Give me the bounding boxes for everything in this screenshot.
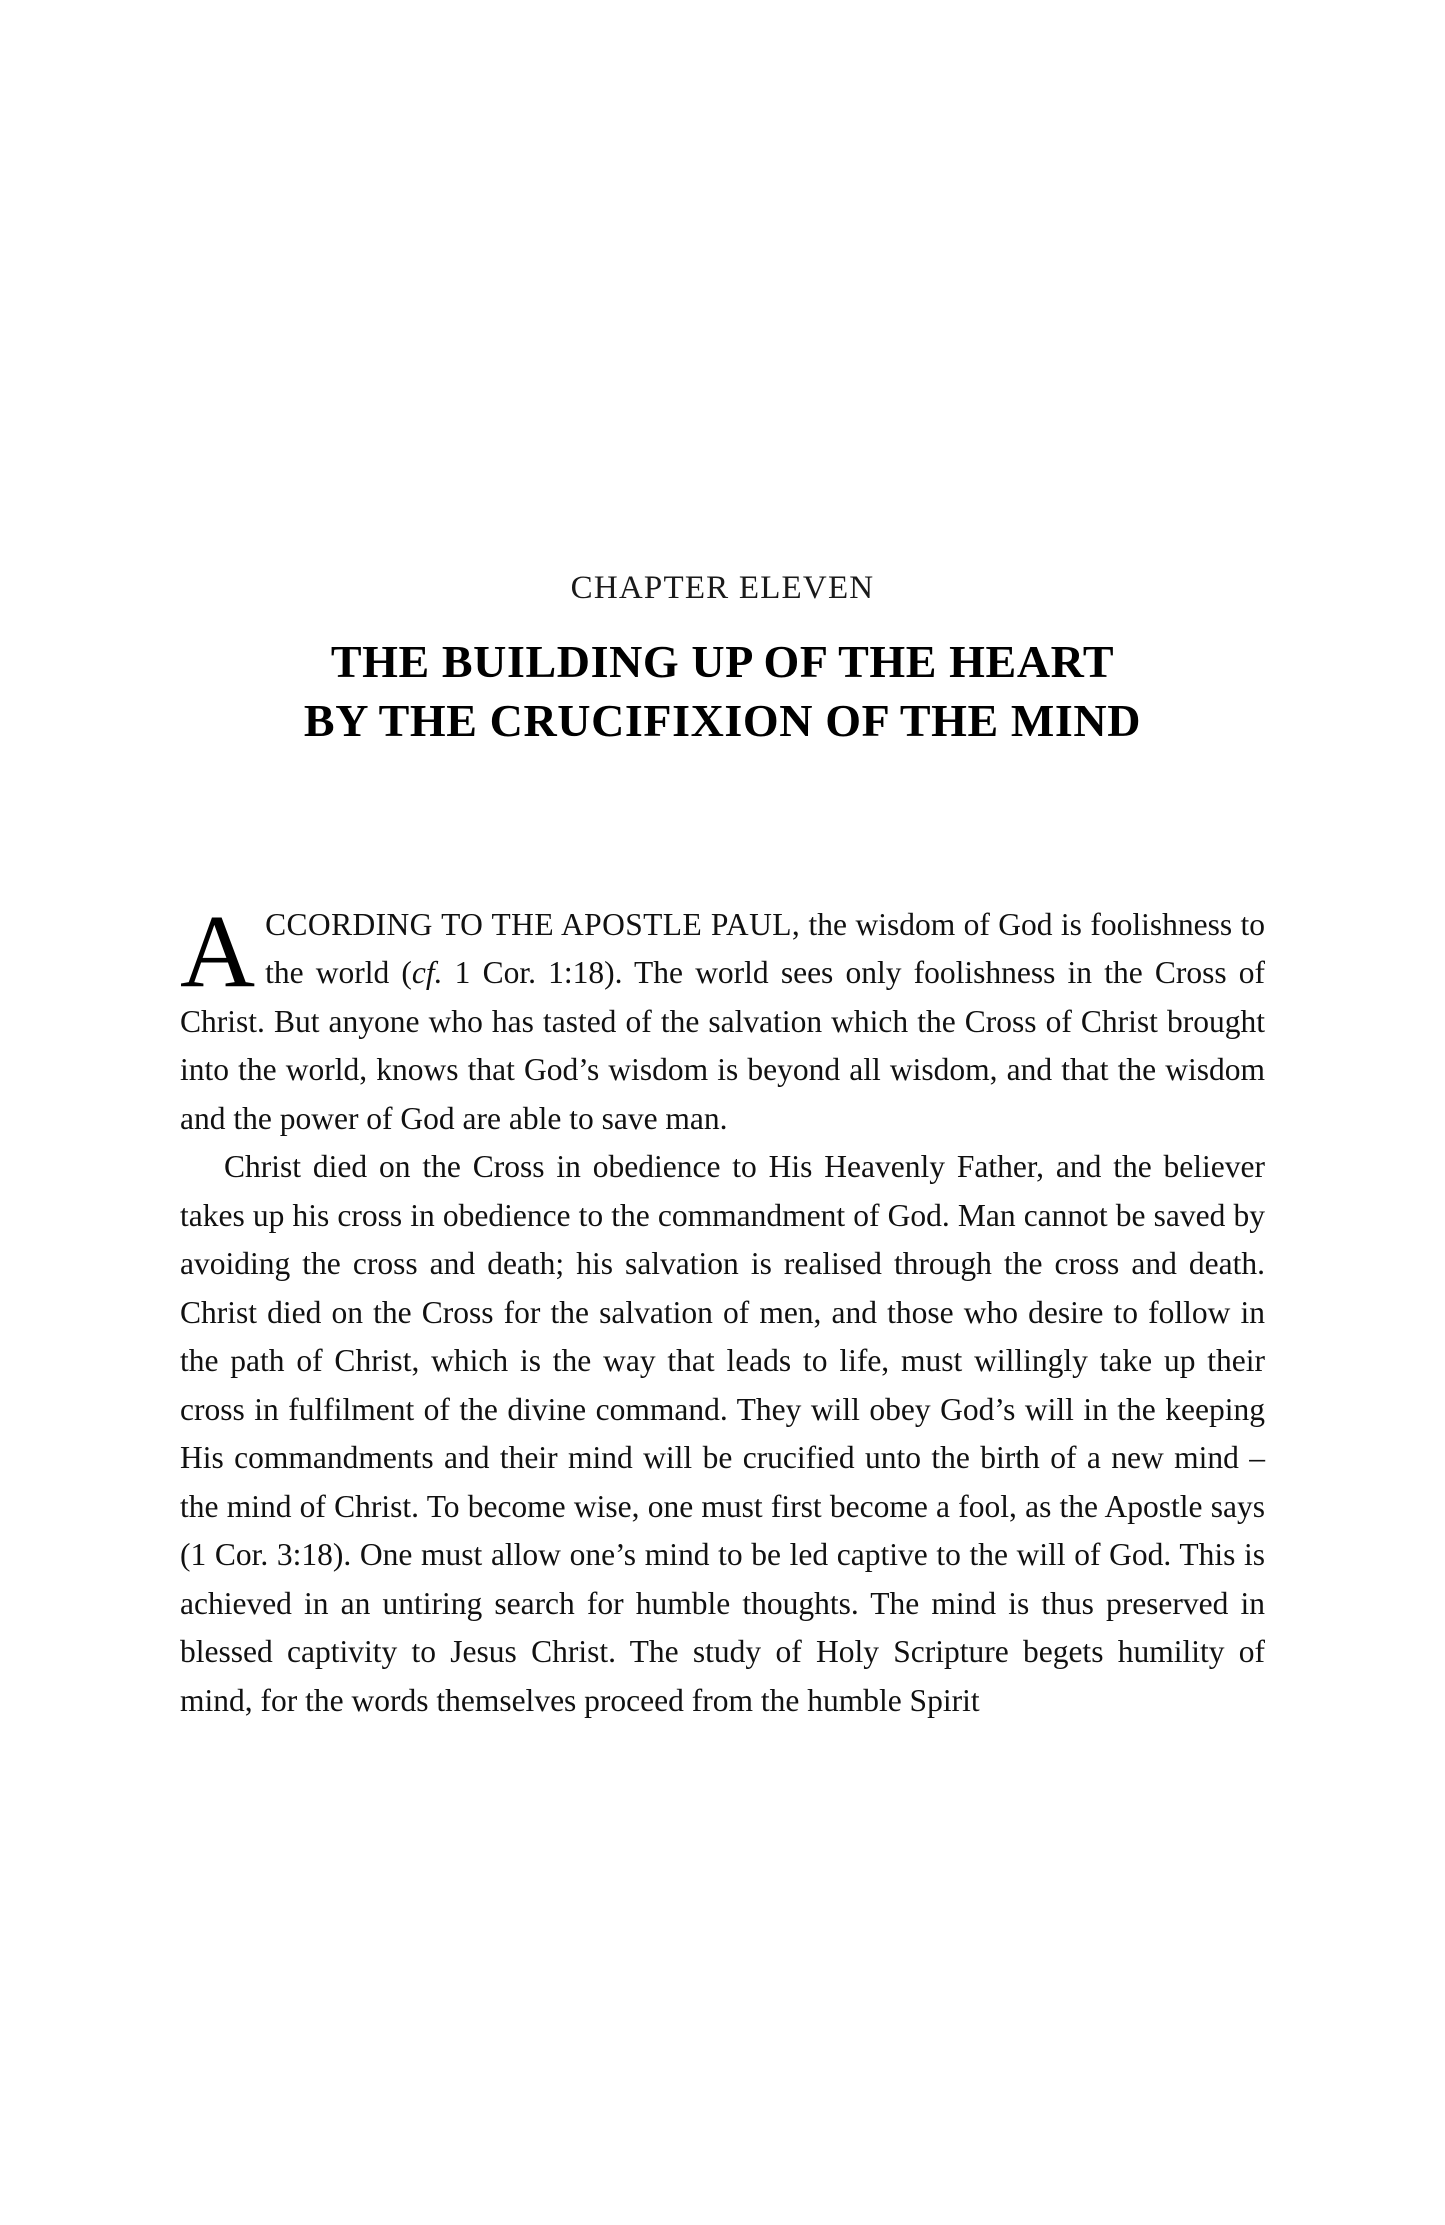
opening-small-caps: CCORDING TO THE APOSTLE PAUL, [265,906,801,942]
page-title [218,633,1228,751]
paragraph-first [180,893,1265,1144]
chapter-number-heading: CHAPTER ELEVEN [570,570,875,606]
page-content [180,570,1265,1725]
paragraph-first-text-a: the wisdom of God is foolishness to the world ( [265,906,1265,991]
citation-cf: cf. [411,955,443,991]
chapter-title-line-2: BY THE CRUCIFIXION OF THE MIND [303,694,1142,746]
paragraph-second: Christ died on the Cross in obedience to His Heavenly Father, and the believer takes up his cross in obedience to the commandment of God. Man cannot be saved by avoiding the cross and death; his salvation is realised through the cross and death. Christ died on the Cross for the salvation of men, and those who desire to follow in the path of Christ, which is the way that leads to life, must willingly take up their cross in fulfilment of the divine command. They will obey God’s will in the keeping His commandments and their mind will be crucified unto the birth of a new mind – the mind of Christ. To become wise, one must first become a fool, as the Apostle says (1 Cor. 3:18). One must allow one’s mind to be led captive to the will of God. This is achieved in an untiring search for humble thoughts. The mind is thus preserved in blessed captivity to Jesus Christ. The study of Holy Scripture begets humility of mind, for the words themselves proceed from the humble Spirit [180,1149,1265,1718]
chapter-title-line-1: THE BUILDING UP OF THE HEART [330,636,1115,687]
body-text [180,893,1265,1726]
drop-cap-letter: A [180,893,256,1009]
paragraph-first-text-b: 1 Cor. 1:18). The world sees only foolishness in the Cross of Christ. But anyone who has tasted of the salvation which the Cross of Christ brought into the world, knows that God’s wisdom is beyond all wisdom, and that the wisdom and the power of God are able to save man. [180,955,1265,1136]
